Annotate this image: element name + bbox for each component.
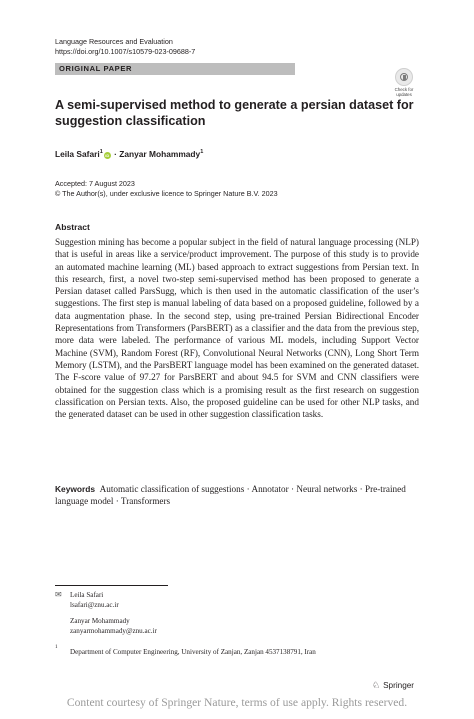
author-name[interactable]: Zanyar Mohammady: [119, 148, 201, 159]
keywords-heading: Keywords: [55, 484, 96, 494]
keywords-list: Automatic classification of suggestions · Annotator · Neural networks · Pre-trained language model · Transformers: [55, 484, 406, 507]
footnote-divider: [55, 585, 168, 586]
affiliation-text: Department of Computer Engineering, University of Zanjan, Zanjan 4537138791, Iran: [70, 648, 316, 656]
copyright-notice: © The Author(s), under exclusive licence to Springer Nature B.V. 2023: [55, 189, 278, 198]
paper-title: A semi-supervised method to generate a persian dataset for suggestion classification: [55, 98, 414, 128]
check-for-updates-label: Check for updates: [394, 87, 414, 97]
author-name[interactable]: Leila Safari: [55, 148, 100, 159]
affiliation-marker: 1: [200, 149, 204, 155]
springer-logo[interactable]: [372, 680, 414, 691]
abstract-heading: Abstract: [55, 222, 90, 232]
coauthor-name: Zanyar Mohammady: [70, 617, 130, 625]
accepted-date: Accepted: 7 August 2023: [55, 179, 135, 188]
check-for-updates-button[interactable]: [389, 68, 419, 100]
coauthor-email[interactable]: zanyarmohammady@znu.ac.ir: [70, 627, 157, 635]
update-icon: [395, 68, 413, 86]
author-list: [55, 147, 203, 160]
abstract-text: Suggestion mining has become a popular subject in the field of natural language processing (NLP) that is useful in areas like a service/product improvement. The purpose of this study is to provide an automated machine learning (ML) based approach to extract suggestions from Persian text. In this research, first, a novel two-step semi-supervised method has been proposed to generate a Persian dataset called ParsSugg, which is then used in the automatic classification of the user’s suggestions. The first step is manual labeling of data based on a proposed guideline, followed by a data augmentation phase. In the second step, using pre-trained Persian Bidirectional Encoder Representations from Transformers (ParsBERT) as a classifier and the data from the previous step, more data were labeled. The performance of various ML models, including Support Vector Machine (SVM), Random Forest (RF), Convolutional Neural Networks (CNN), Long Short Term Memory (LSTM), and the ParsBERT language model has been examined on the generated dataset. The F-score value of 97.27 for ParsBERT and about 94.5 for SVM and CNN classifiers were obtained for the suggestion class which is a promising result as the first research on suggestion classification on Persian texts. Also, the proposed guideline can be used for other NLP tasks, and the generated dataset can be used in other suggestion classification tasks.: [55, 237, 419, 420]
envelope-icon: ✉: [55, 590, 62, 599]
author-separator: ·: [111, 148, 120, 159]
affiliation-marker: 1: [99, 149, 103, 155]
journal-name: Language Resources and Evaluation: [55, 37, 173, 46]
doi-link[interactable]: https://doi.org/10.1007/s10579-023-09688-7: [55, 47, 196, 56]
corresponding-author-name: Leila Safari: [70, 591, 104, 599]
article-type-label: ORIGINAL PAPER: [59, 64, 133, 73]
orcid-icon[interactable]: iD: [105, 152, 110, 158]
keywords-section: [55, 483, 419, 508]
springer-logo-text: Springer: [383, 681, 415, 690]
springer-horse-icon: ♘: [372, 680, 381, 690]
affiliation-number: 1: [55, 644, 58, 650]
article-type-banner: [55, 63, 295, 75]
corresponding-author-email[interactable]: lsafari@znu.ac.ir: [70, 601, 119, 609]
courtesy-watermark: Content courtesy of Springer Nature, terms of use apply. Rights reserved.: [66, 696, 408, 709]
